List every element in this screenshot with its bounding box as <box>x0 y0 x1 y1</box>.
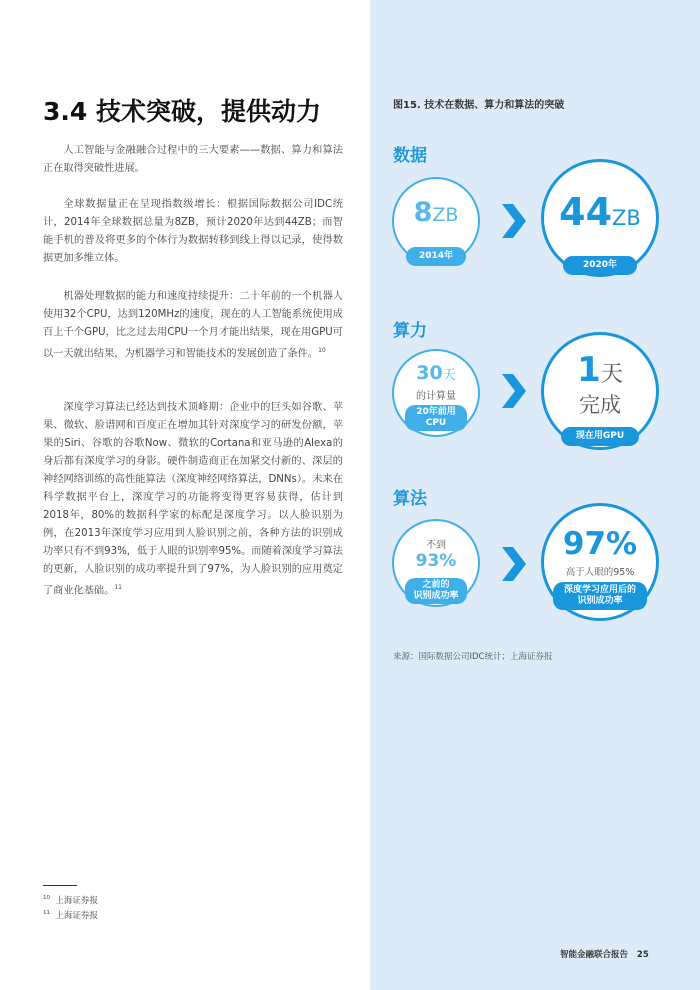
figure-source: 来源：国际数据公司IDC统计；上海证券报 <box>393 652 553 662</box>
footnote-ref: 11 <box>114 584 122 591</box>
footnote-divider <box>43 885 77 886</box>
data-before-caption: 2014年 <box>406 247 466 266</box>
paragraph-compute <box>43 288 343 363</box>
algorithm-before-value: 93% <box>415 551 457 571</box>
page-number: 25 <box>636 950 649 960</box>
paragraph-intro <box>43 142 343 178</box>
footnote <box>43 894 98 906</box>
data-after-value: 44ZB <box>559 190 641 234</box>
compute-after-sub: 完成 <box>579 393 621 417</box>
category-label-data: 数据 <box>393 146 427 166</box>
algorithm-after-value: 97% <box>562 526 638 562</box>
section-title: 3.4 技术突破，提供动力 <box>43 97 321 126</box>
chevron-right-icon <box>500 204 526 238</box>
compute-after-value: 1天 <box>577 350 623 390</box>
figure-title: 图15. 技术在数据、算力和算法的突破 <box>393 100 565 111</box>
paragraph-algorithm-text: 深度学习算法已经达到技术顶峰期：企业中的巨头如谷歌、苹果、微软、脸谱网和百度正在增加其针对深度学习的研发份额，苹果的Siri、谷歌的谷歌Now、微软的Cortana和亚马逊的Alexa的身后都有深度学习的身影。硬件制造商正在加紧交付新的、深层的神经网络训练的高性能算法（深度神经网络算法，DNNs）。未来在科学数据平台上，深度学习的功能将变得更容易获得，估计到2018年，80%的数据科学家的标配是深度学习。以人脸识别为例，在2013年深度学习应用到人脸识别之前，各种方法的识别成功率只有不到93%，低于人眼的识别率95%。而随着深度学习算法的更新，人脸识别的成功率提升到了97%，为人脸识别的应用奠定了商业化基础。 <box>43 402 343 597</box>
chevron-right-icon <box>500 374 526 408</box>
report-name: 智能金融联合报告 <box>560 950 629 960</box>
paragraph-data-text: 全球数据量正在呈现指数级增长：根据国际数据公司IDC统计，2014年全球数据总量为8ZB，预计2020年达到44ZB；而智能手机的普及将更多的个体行为数据转移到线上得以记录，使得数据更加多维立体。 <box>43 199 343 264</box>
category-label-compute: 算力 <box>393 321 427 341</box>
footnote <box>43 909 98 921</box>
data-after-caption: 2020年 <box>563 256 637 275</box>
compute-before-value: 30天 <box>416 362 456 384</box>
algorithm-after-caption: 深度学习应用后的 识别成功率 <box>553 582 647 610</box>
compute-after-caption: 现在用GPU <box>561 427 639 446</box>
chevron-right-icon <box>500 547 526 581</box>
paragraph-algorithm <box>43 399 343 600</box>
footnote-text: 上海证券报 <box>55 896 98 906</box>
compute-before-caption: 20年前用 CPU <box>405 405 467 431</box>
footnote-number: 11 <box>43 910 50 917</box>
footnote-number: 10 <box>43 895 50 902</box>
algorithm-before-caption: 之前的 识别成功率 <box>405 578 467 604</box>
algorithm-before-prefix: 不到 <box>426 540 446 551</box>
page-footer <box>560 948 649 960</box>
data-before-value: 8ZB <box>413 197 459 228</box>
category-label-algorithm: 算法 <box>393 489 427 509</box>
paragraph-compute-text: 机器处理数据的能力和速度持续提升：二十年前的一个机器人使用32个CPU，达到120MHz的速度，现在的人工智能系统使用成百上千个GPU，比之过去用CPU一个月才能出结果，现在用GPU可以一天就出结果，为机器学习和智能技术的发展创造了条件。 <box>43 291 343 360</box>
footnote-text: 上海证券报 <box>55 911 98 921</box>
footnote-ref: 10 <box>318 347 326 354</box>
paragraph-intro-text: 人工智能与金融融合过程中的三大要素——数据、算力和算法正在取得突破性进展。 <box>43 145 343 174</box>
paragraph-data <box>43 196 343 268</box>
compute-before-sub: 的计算量 <box>416 391 456 402</box>
algorithm-after-sub: 高于人眼的95% <box>565 567 635 578</box>
